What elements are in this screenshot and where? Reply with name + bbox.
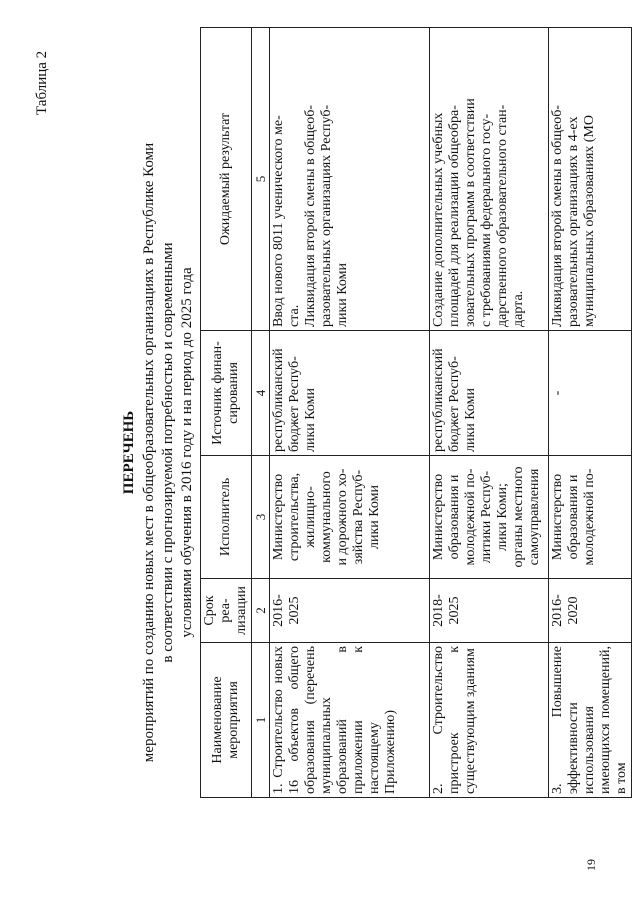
row-period: 2016-2025 xyxy=(270,579,430,643)
row-period: 2016-2020 xyxy=(549,579,632,643)
row-name: 1. Строительство новых 16 объектов общего образования (перечень муниципальных образований в приложении к настоящему Приложению) xyxy=(270,643,430,798)
table-row xyxy=(430,28,549,798)
row-source: республиканский бюджет Респуб- лики Коми xyxy=(270,331,430,456)
row-period: 2018-2025 xyxy=(430,579,549,643)
table-row xyxy=(549,28,632,798)
column-number: 2 xyxy=(252,579,270,643)
column-number: 5 xyxy=(252,28,270,331)
row-name: 2. Строительство пристроек к существующим зданиям xyxy=(430,643,549,798)
column-number: 1 xyxy=(252,643,270,798)
row-source: республиканский бюджет Респуб- лики Коми xyxy=(430,331,549,456)
header-source: Источник финан- сирования xyxy=(201,331,252,456)
row-executor: Министерство строительства, жилищно- коммунального и дорожного хо- зяйства Респуб- лики Коми xyxy=(270,456,430,579)
row-source: - xyxy=(549,331,632,456)
document-subtitle-line-1: мероприятий по созданию новых мест в общеобразовательных организациях в Республике Коми xyxy=(141,142,157,763)
document-heading: ПЕРЕЧЕНЬ xyxy=(121,410,137,495)
page-number: 19 xyxy=(584,859,598,871)
row-result: Ликвидация второй смены в общеоб- разовательных организациях в 4-ех муниципальных образованиях (МО xyxy=(549,28,632,331)
column-number-row xyxy=(252,28,270,798)
row-executor: Министерство образования и молодежной по- xyxy=(549,456,632,579)
document-subtitle-line-3: условиями обучения в 2016 году и на период до 2025 года xyxy=(179,267,195,638)
header-name: Наименование мероприятия xyxy=(201,643,252,798)
header-result: Ожидаемый результат xyxy=(201,28,252,331)
row-executor: Министерство образования и молодежной по- литики Респуб- лики Коми; органы местного самоуправления xyxy=(430,456,549,579)
measures-table xyxy=(200,27,632,798)
table-row xyxy=(270,28,430,798)
column-number: 4 xyxy=(252,331,270,456)
header-executor: Исполнитель xyxy=(201,456,252,579)
row-name: 3. Повышение эффективности использования имеющихся помещений, в том xyxy=(549,643,632,798)
header-period: Срок реа- лизации xyxy=(201,579,252,643)
row-result: Создание дополнительных учебных площадей для реализации общеобра- зовательных программ в соответствии с требованиями федерального госу- дарственного образовательного стан- дарта. xyxy=(430,28,549,331)
table-header-row xyxy=(201,28,252,798)
row-result: Ввод нового 8011 ученического ме- ста. Ликвидация второй смены в общеоб- разовательных организациях Респуб- лики Коми xyxy=(270,28,430,331)
document-subtitle-line-2: в соответствии с прогнозируемой потребностью и современными xyxy=(160,242,176,663)
column-number: 3 xyxy=(252,456,270,579)
table-label: Таблица 2 xyxy=(34,50,50,115)
